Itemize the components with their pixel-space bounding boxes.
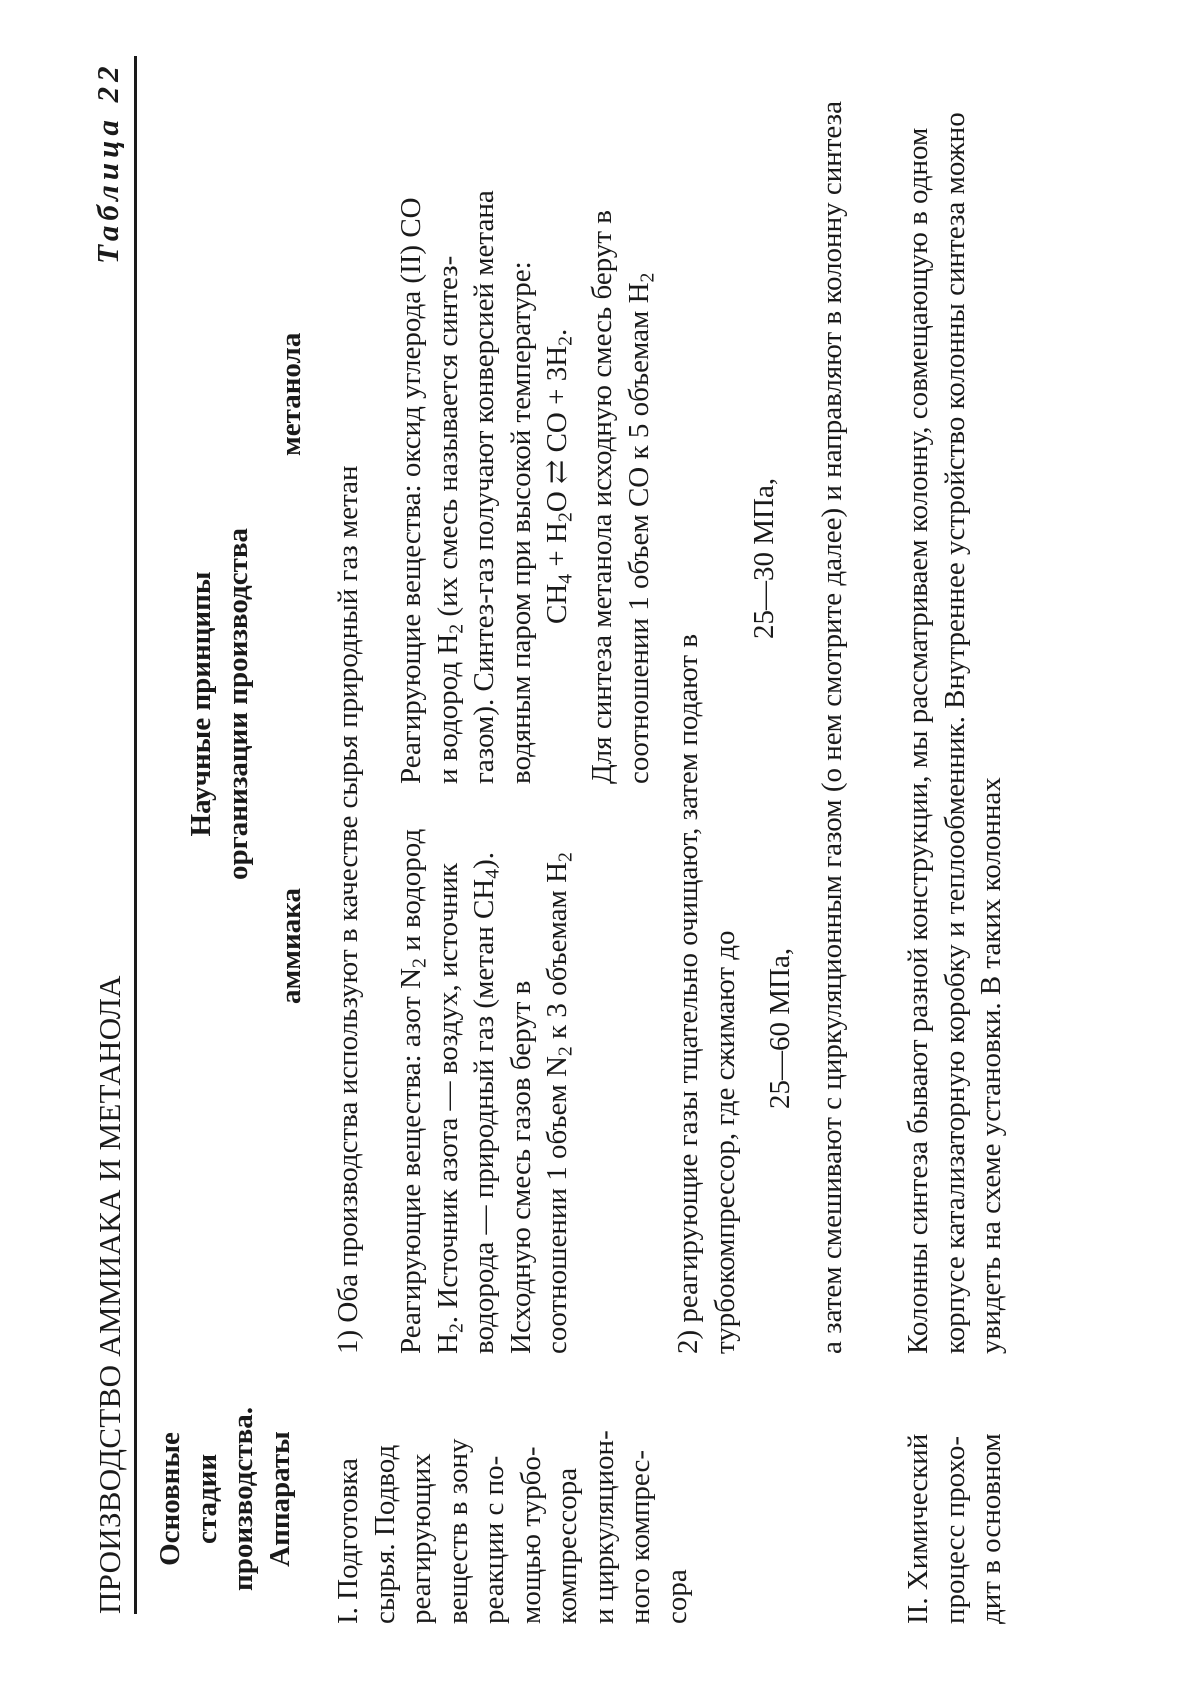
stage-1-line: мощью турбо- (514, 1446, 547, 1624)
stages-header (152, 1374, 298, 1624)
stage-2-line: дит в основном (975, 1433, 1007, 1624)
continuation-text: а затем смешивают с циркуляционным газом (о нем смотрите далее) и направляют в колонну синтеза (816, 101, 848, 1354)
stage-1-line: реакции с по- (478, 1455, 510, 1624)
stage-1-line: веществ в зону (441, 1438, 474, 1624)
stage-1-description (330, 1369, 695, 1624)
stages-header-line: производства. (227, 1406, 259, 1592)
principles-header-line: Научные принципы (185, 571, 217, 837)
stage-1-line: ного компрес- (624, 1450, 656, 1624)
principles-header-line: организации производства (221, 527, 254, 881)
page-title: ПРОИЗВОДСТВО АММИАКА И МЕТАНОЛА (92, 975, 127, 1614)
stage-1-line: и циркуляцион- (587, 1430, 620, 1624)
table-label: Таблица 22 (90, 61, 125, 264)
stage-2-line: процесс прохо- (938, 1436, 971, 1624)
stage-2-line: II. Химический (902, 1433, 934, 1624)
ammonia-pressure: 25—60 МПа, (764, 947, 796, 1109)
stage-1-line: I. Подготовка (332, 1458, 364, 1624)
stage-1-line: компрессора (551, 1467, 583, 1624)
point-2-text: 2) реагирующие газы тщательно очищают, затем подают в турбокомпрессор, где сжимают до (672, 633, 741, 1354)
stage-1-line: сора (660, 1569, 693, 1624)
methanol-pressure: 25—30 МПа, (748, 477, 780, 639)
point-1-text: 1) Оба производства используют в качестве сырья природный газ метан (332, 465, 364, 1354)
stages-header-line: Аппараты (263, 1431, 296, 1567)
synthesis-columns-text: Колонны синтеза бывают разной конструкции, мы рассматриваем колонну, совмещающую в одном корпусе катализаторную коробку и теплообменник. Внутреннее устройство колонны синтеза можно увидеть на схеме установки. В таких колоннах (902, 112, 1007, 1354)
stages-header-line: Основные (154, 1432, 186, 1566)
header-rule (134, 56, 137, 1614)
principles-header (183, 424, 256, 984)
stage-2-description (900, 1369, 1010, 1624)
methanol-ratio-text: Для синтеза метанола исходную смесь берут в соотношении 1 объем CO к 5 объемам $H_2$ (586, 210, 659, 784)
ammonia-column-header: аммиака (275, 888, 307, 1004)
stages-header-line: стадии (190, 1453, 223, 1545)
stage-1-line: сырья. Подвод (368, 1444, 401, 1624)
ammonia-reagents-text: Реагирующие вещества: азот $N_2$ и водород $H_2$. Источник азота — воздух, источник водорода — природный газ (метан $CH_4$). Исходную смесь газов берут в соотношении 1 объем $N_2$ к 3 объемам $H_2$ (395, 828, 577, 1354)
methanol-reagents-text: Реагирующие вещества: оксид углерода (II) CO и водород $H_2$ (их смесь называется синтез-газом). Синтез-газ получают конверсией метана водяным паром при высокой температуре: (395, 190, 537, 784)
stage-1-line: реагирующих (405, 1453, 437, 1624)
methanol-column-header: метанола (275, 332, 307, 456)
methanol-equation: $CH_4 + H_2O$ ⇄ CO + $3H_2$. (541, 328, 577, 624)
